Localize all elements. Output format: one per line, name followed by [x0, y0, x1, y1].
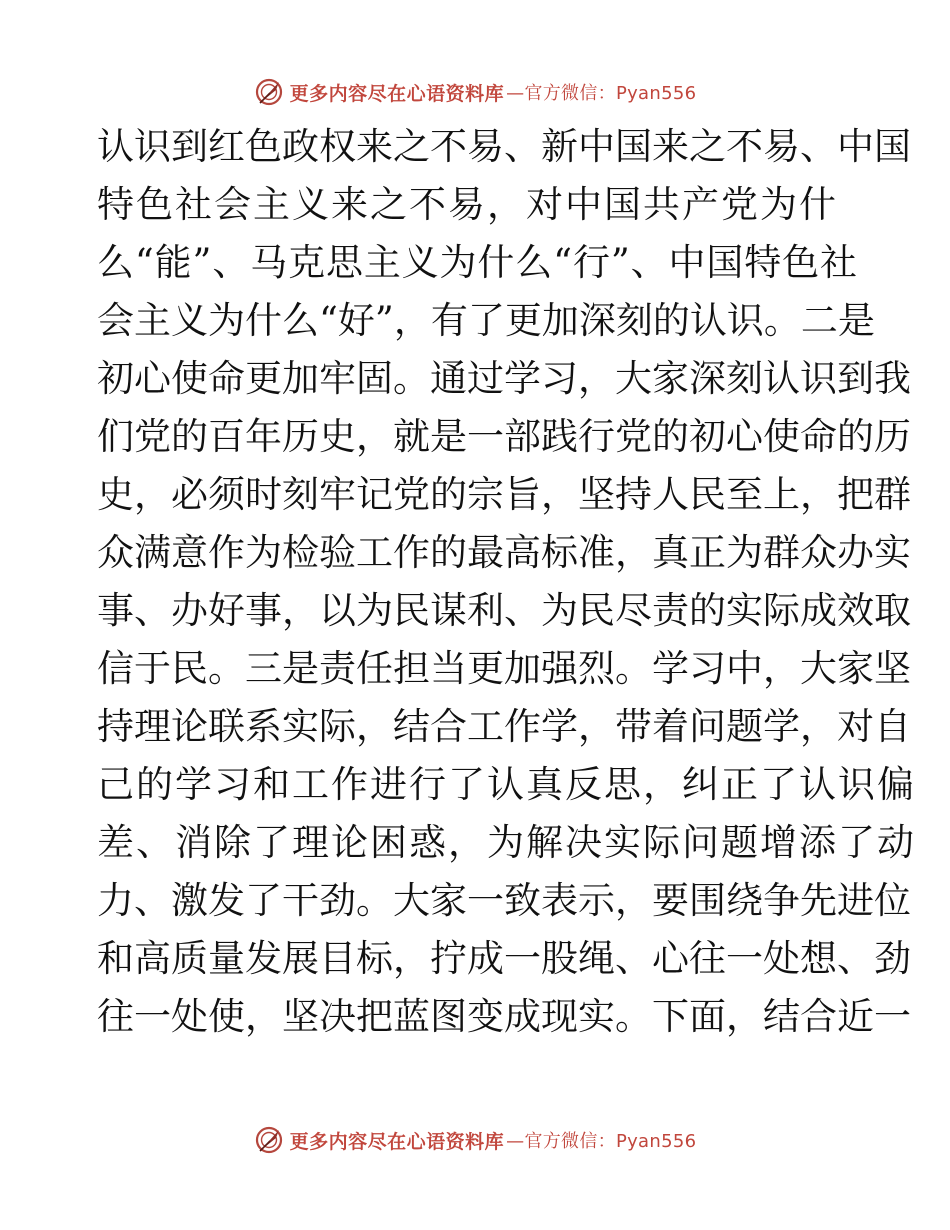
- watermark-contact-text: —官方微信：Pyan556: [506, 83, 697, 104]
- text-line: 们党的百年历史，就是一部践行党的初心使命的历: [97, 415, 911, 458]
- quill-seal-logo-icon: [254, 1125, 284, 1155]
- text-line: 持理论联系实际，结合工作学，带着问题学，对自: [97, 705, 911, 748]
- watermark-brand-text: 更多内容尽在心语资料库: [289, 82, 505, 105]
- text-line: 己的学习和工作进行了认真反思，纠正了认识偏: [97, 763, 916, 806]
- text-line: 初心使命更加牢固。通过学习，大家深刻认识到我: [97, 357, 911, 400]
- text-line: 力、激发了干劲。大家一致表示，要围绕争先进位: [97, 879, 911, 922]
- text-line: 史，必须时刻牢记党的宗旨，坚持人民至上，把群: [97, 473, 911, 516]
- text-line: 往一处使，坚决把蓝图变成现实。下面，结合近一: [97, 995, 911, 1038]
- text-line: 认识到红色政权来之不易、新中国来之不易、中国: [97, 125, 911, 168]
- text-line: 会主义为什么“好”，有了更加深刻的认识。二是: [97, 299, 875, 342]
- text-line: 么“能”、马克思主义为什么“行”、中国特色社: [97, 241, 857, 284]
- watermark-contact-text: —官方微信：Pyan556: [506, 1131, 697, 1152]
- text-line: 众满意作为检验工作的最高标准，真正为群众办实: [97, 531, 911, 574]
- footer-watermark: [0, 1120, 950, 1160]
- text-line: 信于民。三是责任担当更加强烈。学习中，大家坚: [97, 647, 911, 690]
- text-line: 特色社会主义来之不易，对中国共产党为什: [97, 183, 838, 226]
- text-line: 差、消除了理论困惑，为解决实际问题增添了动: [97, 821, 916, 864]
- text-line: 事、办好事，以为民谋利、为民尽责的实际成效取: [97, 589, 911, 632]
- watermark-brand-text: 更多内容尽在心语资料库: [289, 1130, 505, 1153]
- text-line: 和高质量发展目标，拧成一股绳、心往一处想、劲: [97, 937, 911, 980]
